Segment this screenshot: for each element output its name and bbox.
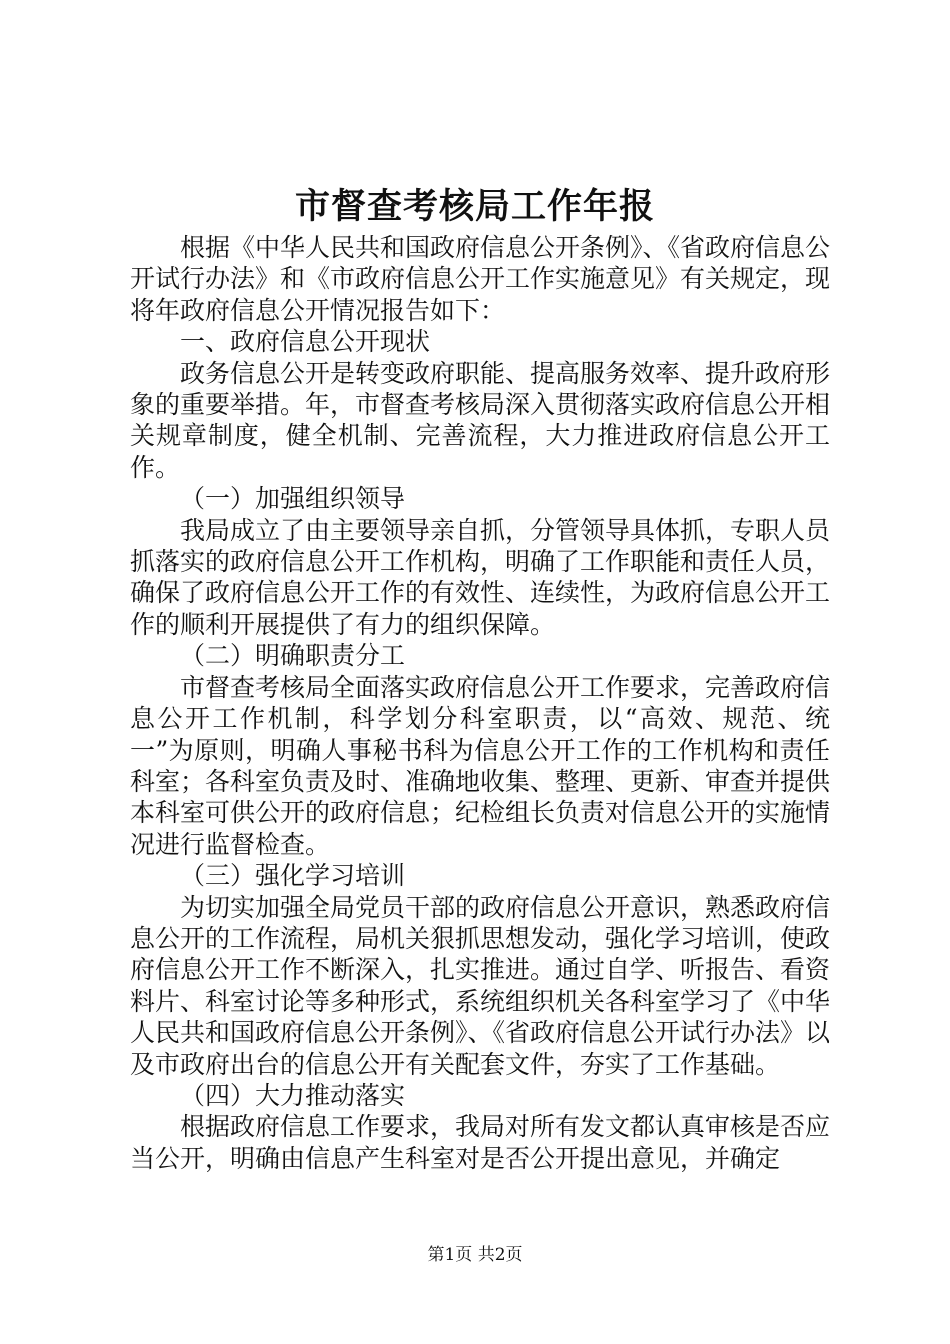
document-body (130, 232, 830, 1174)
paragraph-overview: 政务信息公开是转变政府职能、提高服务效率、提升政府形象的重要举措。年，市督查考核局深入贯彻落实政府信息公开相关规章制度，健全机制、完善流程，大力推进政府信息公开工作。 (130, 358, 831, 482)
section-heading-1: 一、政府信息公开现状 (180, 327, 431, 357)
paragraph-intro: 根据《中华人民共和国政府信息公开条例》、《省政府信息公开试行办法》和《市政府信息公开工作实施意见》有关规定，现将年政府信息公开情况报告如下： (130, 233, 831, 325)
page-number-footer: 第1页 共2页 (427, 1245, 523, 1265)
subsection-heading-3: （三）强化学习培训 (180, 861, 406, 891)
paragraph-training: 为切实加强全局党员干部的政府信息公开意识，熟悉政府信息公开的工作流程，局机关狠抓思想发动，强化学习培训，使政府信息公开工作不断深入，扎实推进。通过自学、听报告、看资料片、科室讨论等多种形式，系统组织机关各科室学习了《中华人民共和国政府信息公开条例》、《省政府信息公开试行办法》以及市政府出台的信息公开有关配套文件，夯实了工作基础。 (130, 892, 831, 1079)
paragraph-responsibilities: 市督查考核局全面落实政府信息公开工作要求，完善政府信息公开工作机制，科学划分科室职责，以“高效、规范、统一”为原则，明确人事秘书科为信息公开工作的工作机构和责任科室；各科室负责及时、准确地收集、整理、更新、审查并提供本科室可供公开的政府信息；纪检组长负责对信息公开的实施情况进行监督检查。 (130, 672, 831, 859)
paragraph-organization: 我局成立了由主要领导亲自抓，分管领导具体抓，专职人员抓落实的政府信息公开工作机构，明确了工作职能和责任人员，确保了政府信息公开工作的有效性、连续性，为政府信息公开工作的顺利开展提供了有力的组织保障。 (130, 515, 831, 639)
paragraph-implementation: 根据政府信息工作要求，我局对所有发文都认真审核是否应当公开，明确由信息产生科室对是否公开提出意见，并确定 (130, 1112, 831, 1173)
subsection-heading-2: （二）明确职责分工 (180, 641, 406, 671)
subsection-heading-4: （四）大力推动落实 (180, 1080, 406, 1110)
document-title: 市督查考核局工作年报 (294, 186, 655, 227)
subsection-heading-1: （一）加强组织领导 (180, 484, 406, 514)
